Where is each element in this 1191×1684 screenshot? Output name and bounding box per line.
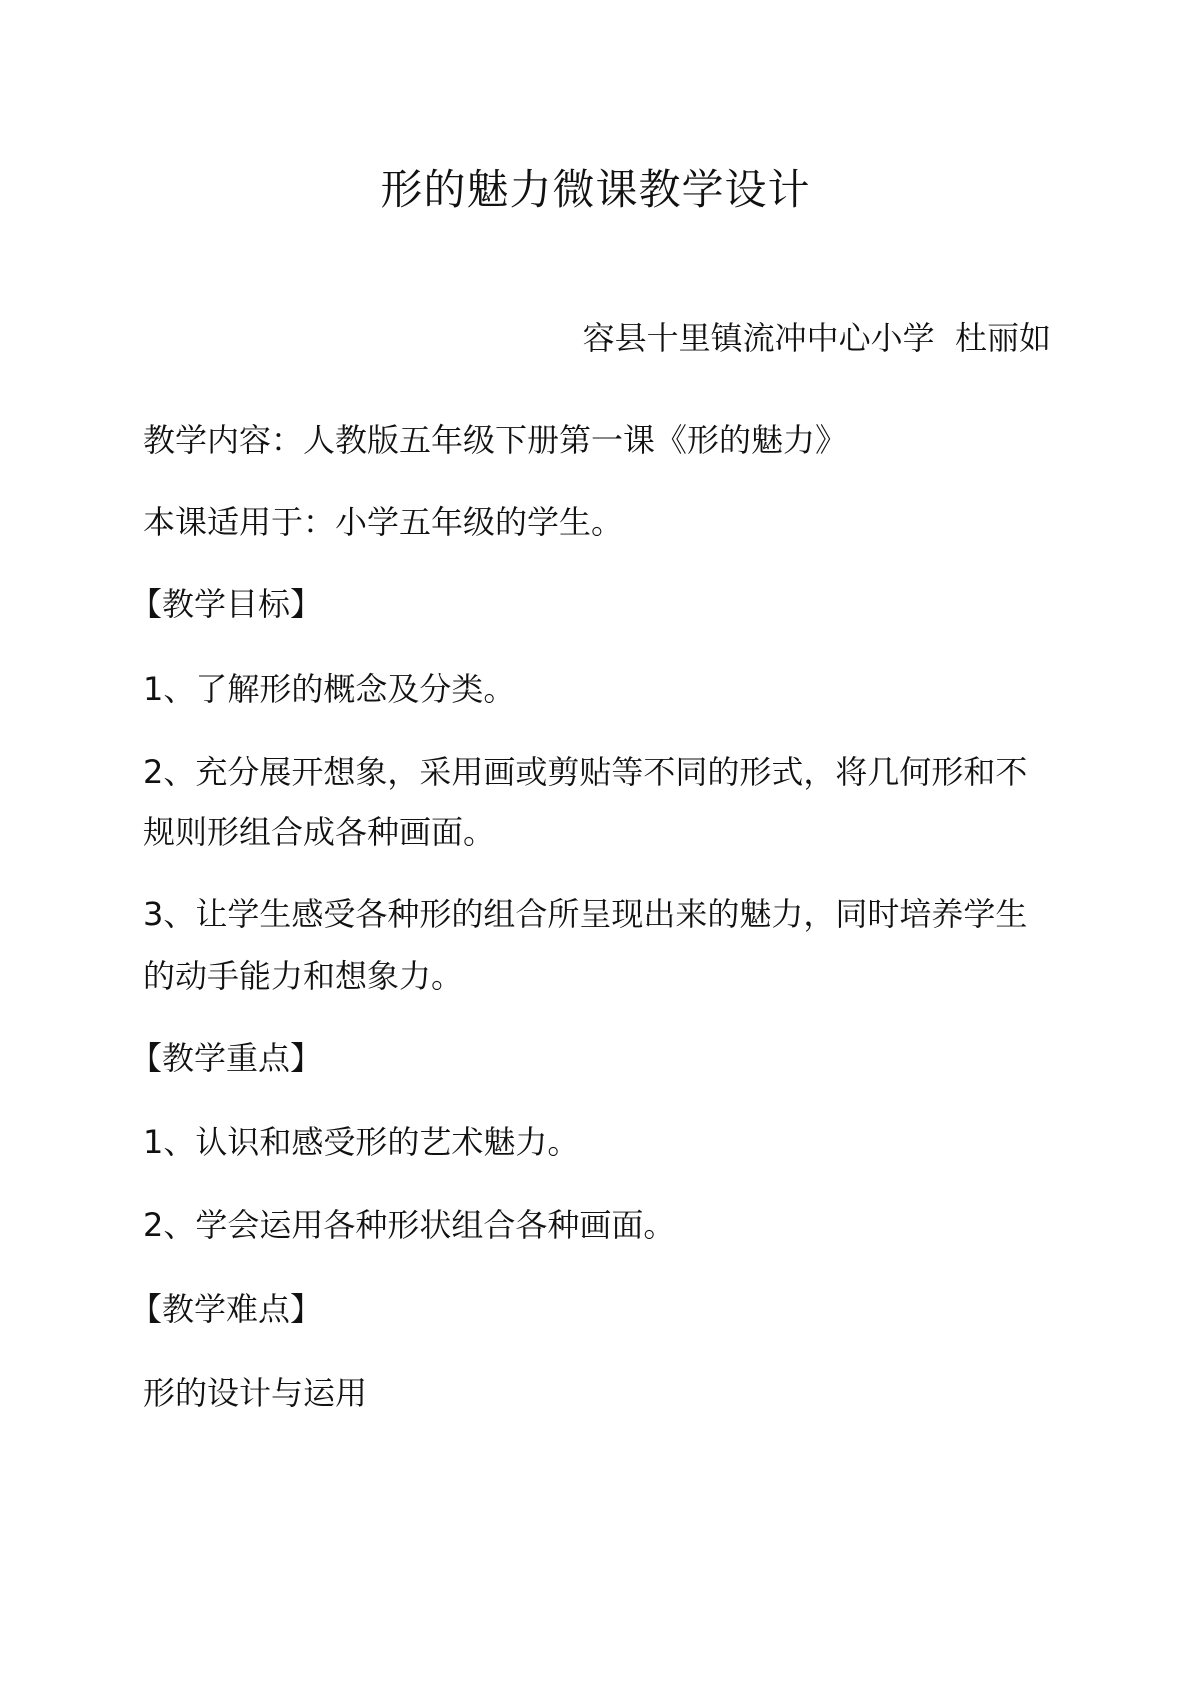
key-points-heading: 【教学重点】 [130,1039,323,1077]
objective-item: 2、充分展开想象，采用画或剪贴等不同的形式，将几何形和不 [143,753,1028,791]
objective-item: 3、让学生感受各种形的组合所呈现出来的魅力，同时培养学生 [143,895,1028,933]
objectives-heading: 【教学目标】 [130,585,323,623]
audience-line: 本课适用于：小学五年级的学生。 [143,503,624,541]
difficulty-item: 形的设计与运用 [143,1374,368,1412]
document-title: 形的魅力微课教学设计 [380,165,811,214]
teaching-content: 教学内容：人教版五年级下册第一课《形的魅力》 [143,421,848,459]
difficulties-heading: 【教学难点】 [130,1290,323,1328]
key-point-item: 1、认识和感受形的艺术魅力。 [143,1123,580,1161]
objective-item: 1、了解形的概念及分类。 [143,670,516,708]
objective-item-continued: 的动手能力和想象力。 [143,957,464,995]
objective-item-continued: 规则形组合成各种画面。 [143,813,496,851]
author-line: 容县十里镇流冲中心小学 杜丽如 [582,319,1051,357]
key-point-item: 2、学会运用各种形状组合各种画面。 [143,1206,676,1244]
